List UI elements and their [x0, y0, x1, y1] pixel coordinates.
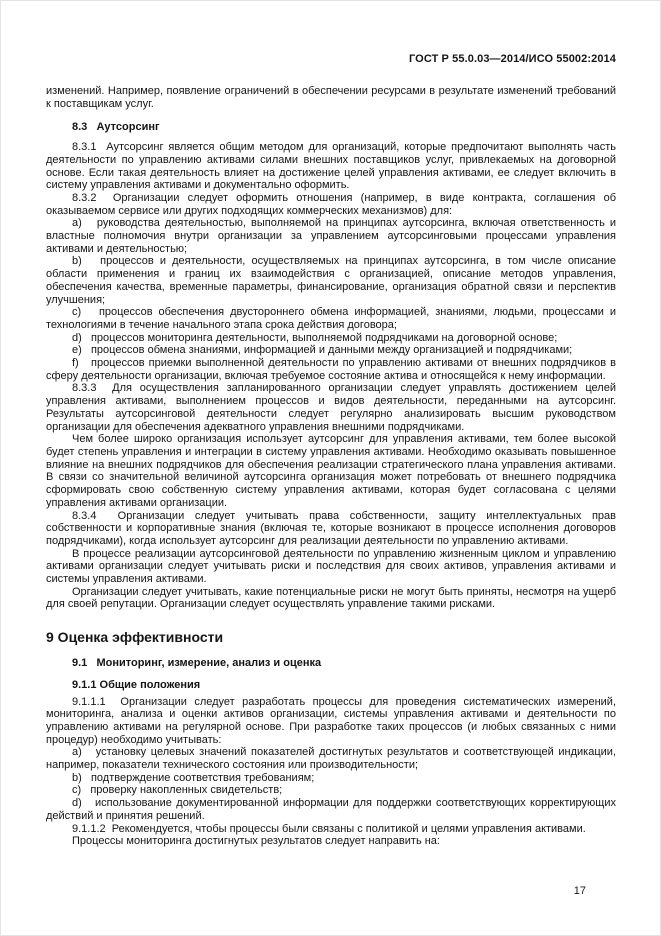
list-item-f-8-3-2: f) процессов приемки выполненной деятельности по управлению активами от внешних подрядчиков в сферу деятельности организации, включая требуемое состояние актива и относящейся к нему информации. [46, 357, 616, 382]
list-item-b-8-3-2: b) процессов и деятельности, осуществляемых на принципах аутсорсинга, в том числе описание области применения и границ их взаимодействия с организацией, описание методов управления, обеспечения качества, временные параметры, финансирование, организация обратной связи и перспектив улучшения; [46, 255, 616, 306]
list-item-d-9-1-1-1: d) использование документированной информации для поддержки соответствующих корректирующих действий и принятия решений. [46, 797, 616, 822]
heading-9: 9 Оценка эффективности [46, 629, 224, 646]
paragraph-8-3-1: 8.3.1 Аутсорсинг является общим методом для организаций, которые предпочитают выполнять часть деятельности по управлению активами силами внешних поставщиков услуг, привлекаемых на договорной основе. Если такая деятельность влияет на достижение целей управления активами, ее следует включить в систему управления активами и документально оформить. [46, 141, 616, 192]
paragraph-9-1-1-1: 9.1.1.1 Организации следует разработать процессы для проведения систематических измерений, мониторинга, анализа и оценки активов организации, системы управления активами и деятельности по управлению активами на регулярной основе. При разработке таких процессов (и любых связанных с ними процедур) необходимо учитывать: [46, 695, 616, 746]
list-item-c-8-3-2: c) процессов обеспечения двустороннего обмена информацией, знаниями, людьми, процессами и технологиями в течение начального этапа срока действия договора; [46, 306, 616, 331]
paragraph-9-1-1-2: 9.1.1.2 Рекомендуется, чтобы процессы были связаны с политикой и целями управления активами. [72, 822, 586, 835]
document-content [46, 85, 616, 848]
paragraph-8-3-4-cont-1: В процессе реализации аутсорсинговой деятельности по управлению жизненным циклом и управлению активами организации следует учитывать риски и последствия для своих активов, управления активами и системы управления активами. [46, 547, 616, 586]
heading-8-3: 8.3 Аутсорсинг [72, 121, 160, 134]
paragraph-8-3-3: 8.3.3 Для осуществления запланированного организации следует управлять достижением целей управления активами, выполнением процессов и видов деятельности, переданными на аутсорсинг. Результаты аутсорсинговой деятельности следует регулярно анализировать высшим руководством организации для обеспечения адекватного управления внешними подрядчиками. [46, 382, 616, 433]
paragraph-8-3-2: 8.3.2 Организации следует оформить отношения (например, в виде контракта, соглашения об оказываемом сервисе или других подходящих коммерческих механизмов) для: [46, 191, 616, 217]
paragraph-9-1-1-2-cont: Процессы мониторинга достигнутых результатов следует направить на: [72, 835, 440, 848]
list-item-b-9-1-1-1: b) подтверждение соответствия требованиям; [72, 771, 315, 784]
document-header-title: ГОСТ Р 55.0.03—2014/ИСО 55002:2014 [408, 53, 616, 65]
heading-9-1: 9.1 Мониторинг, измерение, анализ и оценка [72, 657, 322, 670]
page-number: 17 [573, 885, 586, 897]
heading-9-1-1: 9.1.1 Общие положения [72, 678, 201, 691]
paragraph-8-3-4-cont-2: Организации следует учитывать, какие потенциальные риски не могут быть приняты, несмотря на ущерб для своей репутации. Организации следует осуществлять управление такими рисками. [46, 585, 616, 611]
list-item-c-9-1-1-1: c) проверку накопленных свидетельств; [72, 784, 283, 797]
paragraph-continuation: изменений. Например, появление ограничений в обеспечении ресурсами в результате изменений требований к поставщикам услуг. [46, 85, 616, 110]
list-item-a-9-1-1-1: a) установку целевых значений показателей достигнутых результатов и соответствующей индикации, например, показатели технического состояния или производительности; [46, 746, 616, 772]
list-item-a-8-3-2: a) руководства деятельностью, выполняемой на принципах аутсорсинга, включая ответственность и властные полномочия внутри организации за управлением аутсорсинговыми процессами управления активами и деятельностью; [46, 217, 616, 255]
paragraph-8-3-4: 8.3.4 Организации следует учитывать права собственности, защиту интеллектуальных прав собственности и корпоративные знания (включая те, которые возникают в процессе исполнения договоров подрядчиками), когда использует аутсорсинг для реализации деятельности по управлению активами. [46, 509, 616, 547]
list-item-d-8-3-2: d) процессов мониторинга деятельности, выполняемой подрядчиками на договорной основе; [72, 331, 558, 344]
paragraph-8-3-3-cont: Чем более широко организация использует аутсорсинг для управления активами, тем более высокой будет степень управления и интеграции в систему управления активами. Необходимо оказывать повышенное влияние на внешних подрядчиков для обеспечения реализации стратегического плана управления активами. В связи со значительной величиной аутсорсинга организация может потребовать от внешнего подрядчика сформировать свою собственную систему управления активами, которая будет согласована с целями управления активами организации. [46, 433, 616, 509]
list-item-e-8-3-2: e) процессов обмена знаниями, информацией и данными между организацией и подрядчиками; [72, 344, 573, 357]
